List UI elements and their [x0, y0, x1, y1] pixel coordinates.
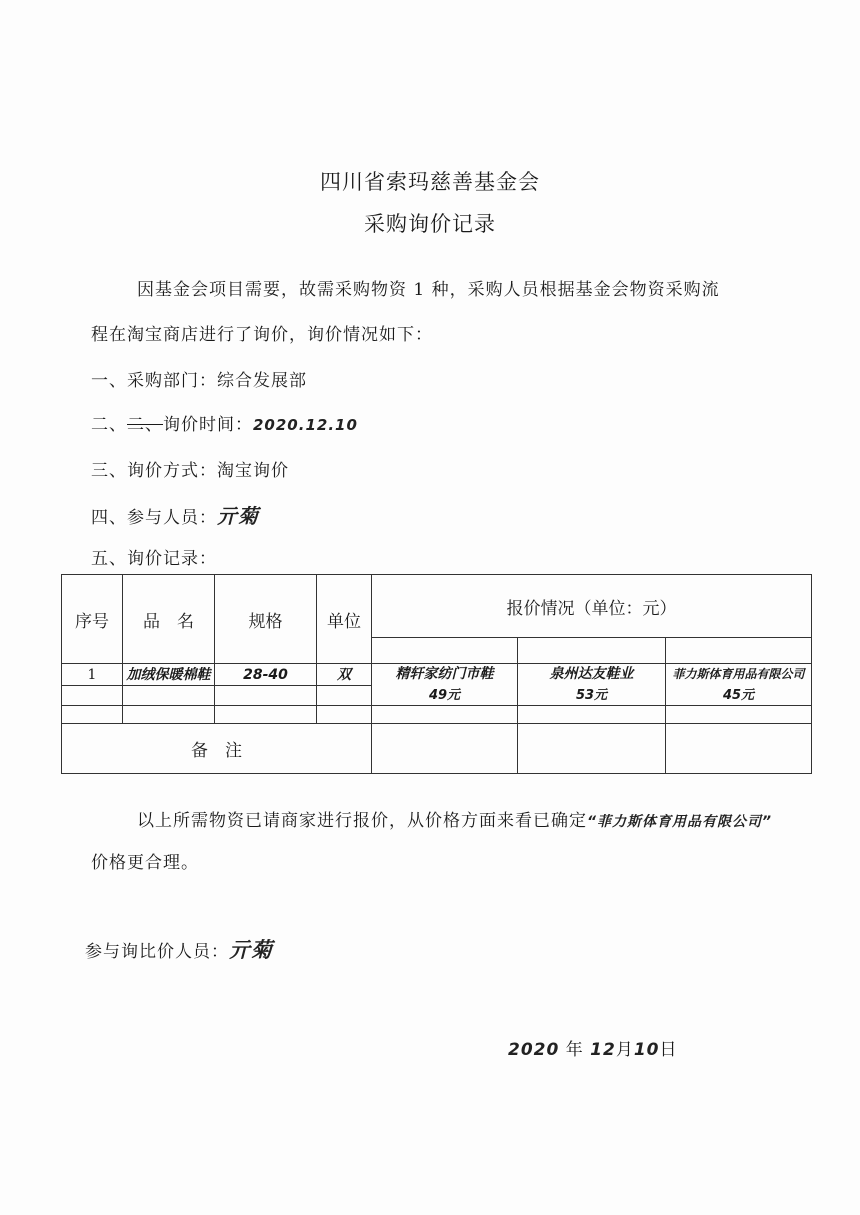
people-label: 四、参与人员：	[91, 508, 217, 528]
empty-cell	[666, 706, 812, 724]
time-label: 二、	[91, 415, 127, 435]
header-name: 品 名	[123, 575, 215, 664]
date-year: 2020	[508, 1040, 560, 1060]
empty-cell	[317, 706, 372, 724]
empty-cell	[123, 706, 215, 724]
quote-table	[61, 574, 812, 774]
row-spec: 28-40	[215, 664, 317, 686]
remark-label: 备 注	[62, 724, 372, 774]
empty-cell	[123, 686, 215, 706]
remark-cell	[666, 724, 812, 774]
row-unit: 双	[317, 664, 372, 686]
remark-cell	[518, 724, 666, 774]
row-name: 加绒保暖棉鞋	[123, 664, 215, 686]
empty-cell	[317, 686, 372, 706]
table-row	[62, 664, 812, 686]
empty-cell	[62, 686, 123, 706]
method-value: 淘宝询价	[217, 461, 289, 481]
quote-price-3: 45元	[722, 687, 755, 703]
signature-label: 参与询比价人员：	[85, 942, 229, 962]
conclusion-line-2: 价格更合理。	[91, 853, 199, 873]
signature-row	[85, 934, 273, 964]
dept-row	[91, 366, 307, 391]
row-index: 1	[62, 664, 123, 686]
time-label-2: 询价时间：	[163, 415, 253, 435]
table-header-row-1	[62, 575, 812, 638]
quote-price-1: 49元	[428, 687, 461, 703]
vendor-header-3	[666, 638, 812, 664]
conclusion-vendor: “菲力斯体育用品有限公司”	[587, 814, 773, 830]
record-label: 五、询价记录：	[91, 549, 217, 569]
quote-price-2: 53元	[575, 687, 608, 703]
method-label: 三、询价方式：	[91, 461, 217, 481]
header-quote: 报价情况（单位：元）	[372, 575, 812, 638]
header-index: 序号	[62, 575, 123, 664]
date-year-label: 年	[565, 1040, 584, 1060]
quote-cell-1	[372, 664, 518, 706]
date-day: 10	[633, 1040, 660, 1060]
quote-vendor-1: 精轩家纺门市鞋	[395, 665, 494, 682]
vendor-header-2	[518, 638, 666, 664]
quote-cell-3	[666, 664, 812, 706]
remark-cell	[372, 724, 518, 774]
intro-line-1: 因基金会项目需要，故需采购物资 1 种，采购人员根据基金会物资采购流	[137, 280, 720, 300]
time-value: 2020.12.10	[253, 416, 358, 434]
time-strike: 二、	[127, 415, 163, 435]
date-month: 12	[590, 1040, 616, 1060]
intro-line-2: 程在淘宝商店进行了询价，询价情况如下：	[91, 325, 433, 345]
people-value: 亓菊	[217, 504, 259, 528]
people-row	[91, 500, 259, 529]
empty-cell	[215, 686, 317, 706]
date-day-label: 日	[659, 1040, 678, 1060]
header-unit: 单位	[317, 575, 372, 664]
table-remark-row	[62, 724, 812, 774]
dept-value: 综合发展部	[217, 371, 307, 391]
time-row	[91, 410, 358, 435]
conclusion-prefix: 以上所需物资已请商家进行报价，从价格方面来看已确定	[137, 811, 587, 831]
quote-vendor-2: 泉州达友鞋业	[549, 665, 634, 682]
conclusion-line-1	[137, 806, 772, 831]
empty-cell	[215, 706, 317, 724]
document-title: 四川省索玛慈善基金会	[320, 170, 540, 194]
empty-cell	[372, 706, 518, 724]
document-subtitle: 采购询价记录	[364, 212, 496, 236]
date-row	[508, 1035, 677, 1060]
vendor-header-1	[372, 638, 518, 664]
empty-cell	[62, 706, 123, 724]
method-row	[91, 456, 289, 481]
date-month-label: 月	[615, 1040, 634, 1060]
quote-cell-2	[518, 664, 666, 706]
empty-cell	[518, 706, 666, 724]
table-row-empty	[62, 706, 812, 724]
dept-label: 一、采购部门：	[91, 371, 217, 391]
signature-name: 亓菊	[229, 938, 273, 962]
quote-vendor-3: 菲力斯体育用品有限公司	[672, 666, 805, 681]
header-spec: 规格	[215, 575, 317, 664]
